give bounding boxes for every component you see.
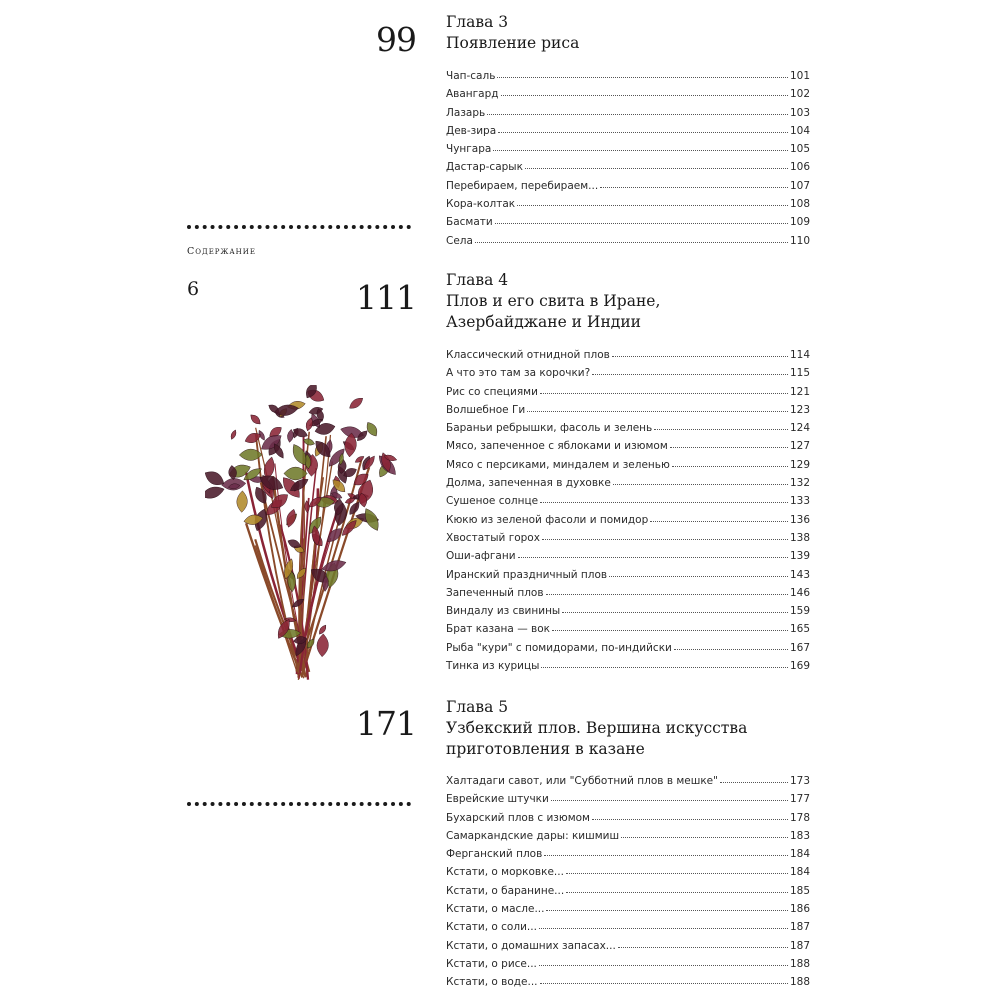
chapter-5-heading <box>446 697 826 760</box>
toc-entry-title: Кстати, о соли... <box>446 921 537 934</box>
toc-entry-title: А что это там за корочки? <box>446 367 591 380</box>
toc-entry <box>446 863 810 881</box>
chapter-5-label: Глава 5 <box>446 698 509 716</box>
toc-entry-title: Бараньи ребрышки, фасоль и зелень <box>446 422 653 435</box>
toc-entry-page-number: 165 <box>789 623 810 636</box>
dot-leader <box>498 131 788 133</box>
toc-entry-title: Бухарский плов с изюмом <box>446 811 590 824</box>
toc-entry-title: Перебираем, перебираем... <box>446 179 599 192</box>
toc-entry-page-number: 184 <box>789 866 810 879</box>
toc-entry-title: Мясо с персиками, миндалем и зеленью <box>446 458 670 471</box>
dot-leader <box>674 648 788 650</box>
toc-entry-page-number: 129 <box>789 458 810 471</box>
dot-leader <box>539 927 788 929</box>
toc-entry-page-number: 101 <box>789 70 810 82</box>
basil-leaf <box>364 420 380 438</box>
basil-leaf <box>205 484 226 501</box>
toc-entry-title: Тинка из курицы <box>446 660 540 673</box>
toc-entry <box>446 195 810 213</box>
toc-entry-title: Сушеное солнце <box>446 495 539 508</box>
toc-entry <box>446 529 810 547</box>
toc-entry <box>446 937 810 955</box>
dot-leader <box>672 465 788 467</box>
toc-entry <box>446 177 810 195</box>
toc-entry <box>446 511 810 529</box>
toc-entry-page-number: 138 <box>789 531 810 544</box>
toc-entry <box>446 474 810 492</box>
toc-entry-page-number: 167 <box>789 641 810 654</box>
dot-leader <box>654 428 788 430</box>
toc-entry-title: Еврейские штучки <box>446 793 549 806</box>
toc-entry-title: Мясо, запеченное с яблоками и изюмом <box>446 440 668 453</box>
toc-entry-title: Басмати <box>446 216 493 229</box>
toc-entry-page-number: 127 <box>789 440 810 453</box>
toc-entry-page-number: 132 <box>789 477 810 490</box>
dot-leader <box>487 113 788 115</box>
dot-leader <box>546 593 788 595</box>
toc-entry-page-number: 133 <box>789 495 810 508</box>
toc-entry-title: Дев-зира <box>446 124 497 137</box>
toc-entry-title: Чунгара <box>446 143 492 156</box>
dot-leader <box>612 355 788 357</box>
dot-leader <box>613 483 788 485</box>
toc-entry-title: Лазарь <box>446 106 486 119</box>
toc-entry <box>446 419 810 437</box>
toc-entry-title: Авангард <box>446 88 499 101</box>
dot-leader <box>544 854 788 856</box>
toc-entry-page-number: 121 <box>789 385 810 398</box>
dot-leader <box>546 909 787 911</box>
dot-leader <box>670 446 788 448</box>
toc-entry <box>446 845 810 863</box>
toc-entry <box>446 602 810 620</box>
dot-leader <box>495 222 788 224</box>
toc-entry-title: Хвостатый горох <box>446 531 540 544</box>
dot-leader <box>475 241 788 243</box>
chapter-4-entries <box>446 346 810 675</box>
toc-entry-title: Кстати, о морковке... <box>446 866 564 879</box>
toc-entry-page-number: 102 <box>789 88 810 101</box>
toc-entry-page-number: 107 <box>789 179 810 192</box>
toc-entry-title: Запеченный плов <box>446 586 544 599</box>
dot-leader <box>525 167 788 169</box>
toc-entry <box>446 566 810 584</box>
dot-leader <box>542 538 788 540</box>
toc-entry <box>446 918 810 936</box>
dot-leader <box>527 410 788 412</box>
chapter-4-page-number: 111 <box>356 278 416 317</box>
toc-entry <box>446 790 810 808</box>
chapter-5-title-line-1: Узбекский плов. Вершина искусства <box>446 719 748 737</box>
toc-entry-title: Кстати, о рисе... <box>446 957 537 970</box>
dot-leader <box>618 946 788 948</box>
toc-entry <box>446 492 810 510</box>
chapter-3-title: Появление риса <box>446 34 580 52</box>
basil-leaf <box>236 491 247 513</box>
toc-entry-page-number: 188 <box>789 957 810 970</box>
dotted-rule-bottom <box>187 802 411 806</box>
section-label: Содержание <box>187 246 257 257</box>
toc-entry <box>446 158 810 176</box>
toc-entry <box>446 620 810 638</box>
toc-entry <box>446 67 810 85</box>
toc-entry-title: Классический отнидной плов <box>446 349 610 361</box>
toc-entry <box>446 346 810 364</box>
dot-leader <box>501 94 788 96</box>
toc-entry-page-number: 185 <box>789 884 810 897</box>
basil-leaf <box>248 413 262 427</box>
dot-leader <box>566 891 788 893</box>
toc-entry <box>446 657 810 675</box>
toc-entry-page-number: 139 <box>789 550 810 563</box>
toc-entry-page-number: 114 <box>789 349 810 361</box>
toc-entry-page-number: 110 <box>789 234 810 247</box>
toc-entry-page-number: 186 <box>789 903 810 916</box>
toc-entry <box>446 232 810 250</box>
toc-entry-page-number: 183 <box>789 829 810 842</box>
toc-entry <box>446 973 810 991</box>
toc-entry <box>446 104 810 122</box>
toc-entry-title: Кстати, о домашних запасах... <box>446 939 616 952</box>
toc-entry-title: Волшебное Ги <box>446 403 526 416</box>
dot-leader <box>621 836 788 838</box>
toc-entry-page-number: 115 <box>789 367 810 380</box>
dot-leader <box>552 629 788 631</box>
chapter-4-title-line-1: Плов и его свита в Иране, <box>446 292 661 310</box>
toc-entry <box>446 140 810 158</box>
toc-entry-page-number: 124 <box>789 422 810 435</box>
toc-entry-title: Села <box>446 234 473 247</box>
basil-leaf <box>317 624 327 636</box>
toc-entry-title: Оши-афгани <box>446 550 516 563</box>
dot-leader <box>539 964 788 966</box>
basil-leaf <box>347 395 365 411</box>
toc-entry <box>446 584 810 602</box>
chapter-5-title-line-2: приготовления в казане <box>446 740 645 758</box>
dot-leader <box>493 149 788 151</box>
dot-leader <box>540 501 788 503</box>
toc-entry <box>446 456 810 474</box>
dot-leader <box>497 76 788 78</box>
chapter-4-label: Глава 4 <box>446 271 509 289</box>
dot-leader <box>540 392 788 394</box>
toc-entry-page-number: 169 <box>789 660 810 673</box>
chapter-4-heading <box>446 270 826 333</box>
toc-entry-title: Кюкю из зеленой фасоли и помидор <box>446 513 649 526</box>
toc-entry-title: Иранский праздничный плов <box>446 568 608 581</box>
toc-entry-page-number: 188 <box>789 976 810 989</box>
toc-entry-page-number: 108 <box>789 198 810 211</box>
chapter-5-entries <box>446 772 810 992</box>
toc-entry-title: Виндалу из свинины <box>446 605 561 618</box>
chapter-3-label: Глава 3 <box>446 13 509 31</box>
toc-entry-title: Кстати, о масле... <box>446 903 545 916</box>
chapter-3-heading <box>446 12 826 54</box>
toc-entry-page-number: 187 <box>789 921 810 934</box>
dot-leader <box>592 818 788 820</box>
basil-leaf <box>230 429 238 440</box>
toc-entry-page-number: 173 <box>789 775 810 787</box>
toc-entry-page-number: 105 <box>789 143 810 156</box>
toc-entry-title: Чап-саль <box>446 70 496 82</box>
toc-entry-title: Кора-колтак <box>446 198 516 211</box>
chapter-4-title-line-2: Азербайджане и Индии <box>446 313 641 331</box>
toc-entry-title: Дастар-сарык <box>446 161 523 174</box>
dot-leader <box>609 575 788 577</box>
toc-entry-page-number: 159 <box>789 605 810 618</box>
dot-leader <box>600 186 788 188</box>
toc-entry-title: Рис со специями <box>446 385 538 398</box>
toc-entry-page-number: 109 <box>789 216 810 229</box>
toc-entry-title: Брат казана — вок <box>446 623 550 636</box>
toc-entry <box>446 401 810 419</box>
chapter-3-entries <box>446 67 810 250</box>
dot-leader <box>518 556 788 558</box>
dot-leader <box>720 781 788 783</box>
dot-leader <box>551 799 788 801</box>
toc-entry <box>446 437 810 455</box>
chapter-5-page-number: 171 <box>356 704 416 743</box>
toc-entry-title: Халтадаги савот, или "Субботний плов в мешке" <box>446 775 718 787</box>
basil-leaf <box>287 429 295 443</box>
dot-leader <box>592 373 788 375</box>
toc-entry-title: Ферганский плов <box>446 848 543 861</box>
toc-entry <box>446 122 810 140</box>
toc-entry-page-number: 106 <box>789 161 810 174</box>
toc-entry-page-number: 146 <box>789 586 810 599</box>
toc-entry-page-number: 184 <box>789 848 810 861</box>
dot-leader <box>562 611 788 613</box>
toc-entry <box>446 955 810 973</box>
toc-entry-page-number: 178 <box>789 811 810 824</box>
toc-entry-title: Кстати, о воде... <box>446 976 538 989</box>
dot-leader <box>540 982 788 984</box>
toc-entry-title: Самаркандские дары: кишмиш <box>446 829 620 842</box>
toc-entry <box>446 364 810 382</box>
toc-entry-page-number: 187 <box>789 939 810 952</box>
chapter-3-page-number: 99 <box>376 20 416 59</box>
toc-entry <box>446 639 810 657</box>
page-folio: 6 <box>187 278 200 300</box>
dot-leader <box>650 520 788 522</box>
toc-entry-page-number: 123 <box>789 403 810 416</box>
toc-entry <box>446 827 810 845</box>
toc-entry <box>446 85 810 103</box>
toc-entry <box>446 213 810 231</box>
toc-entry <box>446 809 810 827</box>
toc-entry-page-number: 136 <box>789 513 810 526</box>
toc-entry-title: Кстати, о баранине... <box>446 884 565 897</box>
toc-entry <box>446 772 810 790</box>
toc-entry <box>446 882 810 900</box>
toc-entry-title: Долма, запеченная в духовке <box>446 477 611 490</box>
toc-entry-page-number: 103 <box>789 106 810 119</box>
toc-entry-title: Рыба "кури" с помидорами, по-индийски <box>446 641 672 654</box>
toc-entry <box>446 900 810 918</box>
red-basil-bouquet-illustration <box>205 385 405 685</box>
dotted-rule-top <box>187 225 411 229</box>
dot-leader <box>566 872 788 874</box>
toc-entry-page-number: 104 <box>789 124 810 137</box>
dot-leader <box>517 204 788 206</box>
toc-entry-page-number: 143 <box>789 568 810 581</box>
dot-leader <box>541 666 788 668</box>
toc-entry <box>446 547 810 565</box>
basil-leaf <box>316 634 329 657</box>
toc-entry <box>446 383 810 401</box>
toc-entry-page-number: 177 <box>789 793 810 806</box>
